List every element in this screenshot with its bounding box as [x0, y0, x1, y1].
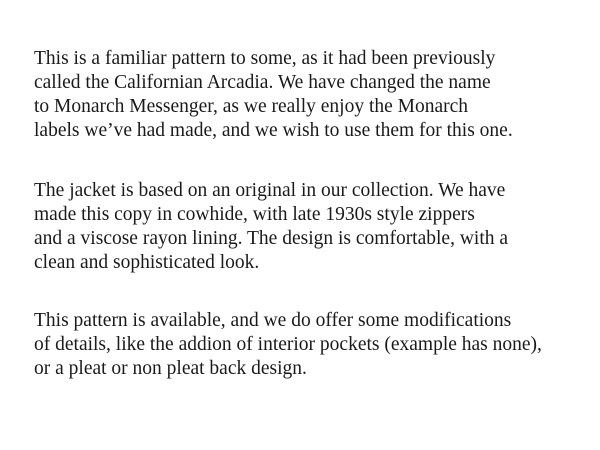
text-line: called the Californian Arcadia. We have changed the name [34, 72, 491, 93]
text-line: This pattern is available, and we do offer some modifications [34, 310, 512, 331]
text-line: and a viscose rayon lining. The design is comfortable, with a [34, 228, 509, 249]
text-line: of details, like the addion of interior pockets (example has none), [34, 334, 542, 355]
paragraph-jacket-description [34, 179, 508, 275]
text-line: clean and sophisticated look. [34, 252, 260, 273]
text-line: to Monarch Messenger, as we really enjoy the Monarch [34, 96, 469, 117]
text-line: This is a familiar pattern to some, as it had been previously [34, 48, 496, 69]
text-line: made this copy in cowhide, with late 1930s style zippers [34, 204, 475, 225]
text-line: labels we’ve had made, and we wish to use them for this one. [34, 120, 513, 141]
paragraph-pattern-history [34, 47, 513, 143]
text-line: The jacket is based on an original in our collection. We have [34, 180, 506, 201]
text-line: or a pleat or non pleat back design. [34, 358, 307, 379]
paragraph-availability [34, 309, 542, 381]
